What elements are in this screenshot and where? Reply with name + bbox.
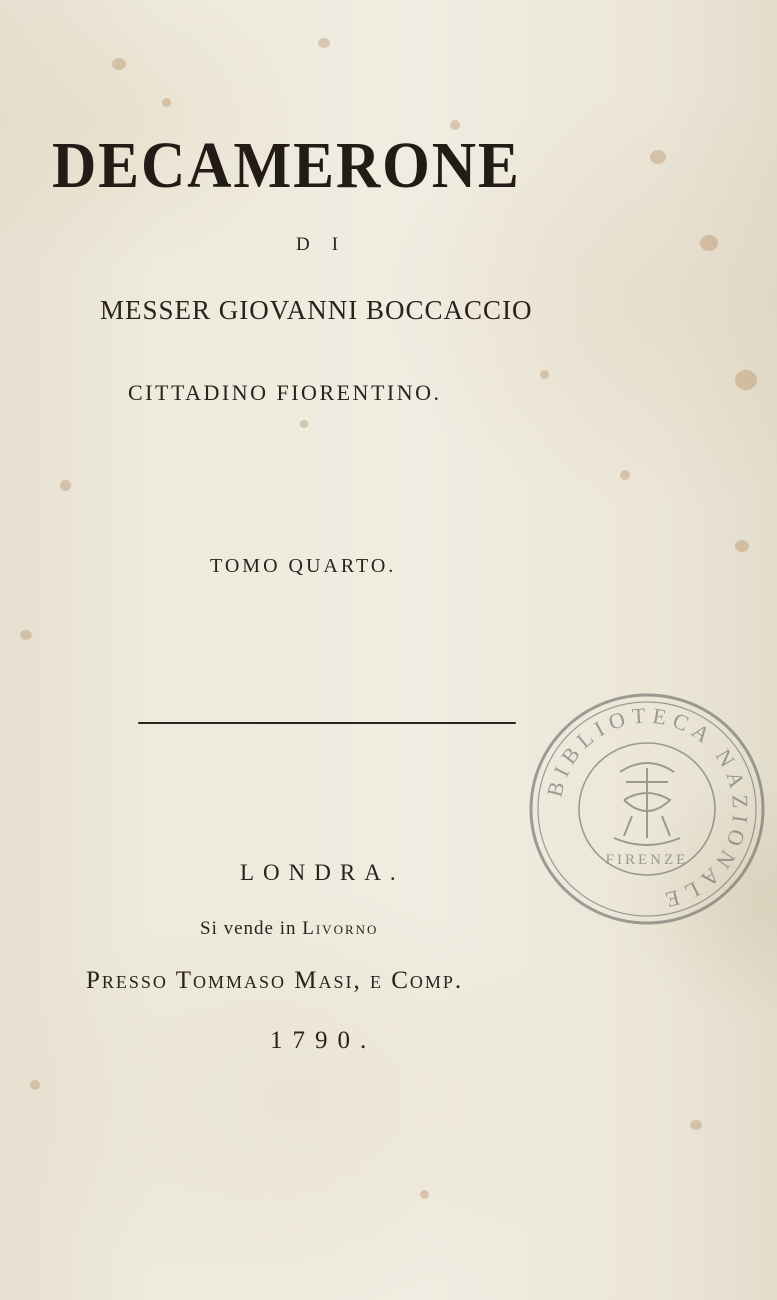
author-name: MESSER GIOVANNI BOCCACCIO xyxy=(100,295,533,325)
svg-text:BIBLIOTECA NAZIONALE: BIBLIOTECA NAZIONALE xyxy=(541,702,754,915)
foxing-spot xyxy=(700,235,718,251)
library-stamp xyxy=(526,688,768,930)
imprint-sold-place: Livorno xyxy=(302,918,379,939)
foxing-spot xyxy=(162,98,171,107)
foxing-spot xyxy=(300,420,308,428)
foxing-spot xyxy=(60,480,71,491)
imprint-publisher: Presso Tommaso Masi, e Comp. xyxy=(86,967,464,994)
author-citizenship: CITTADINO FIORENTINO. xyxy=(128,380,442,405)
foxing-spot xyxy=(620,470,630,480)
imprint-city: LONDRA. xyxy=(240,860,405,885)
foxing-spot xyxy=(650,150,666,164)
foxing-spot xyxy=(540,370,549,379)
foxing-spot xyxy=(30,1080,40,1090)
preposition-di: DI xyxy=(296,234,361,255)
foxing-spot xyxy=(420,1190,429,1199)
foxing-spot xyxy=(318,38,330,48)
foxing-spot xyxy=(690,1120,702,1130)
volume-label: TOMO QUARTO. xyxy=(210,555,397,577)
foxing-spot xyxy=(112,58,126,70)
foxing-spot xyxy=(735,370,757,390)
book-title: DECAMERONE xyxy=(52,129,521,202)
foxing-spot xyxy=(735,540,749,552)
horizontal-rule xyxy=(138,722,516,724)
foxing-spot xyxy=(20,630,32,640)
imprint-sold-prefix: Si vende in xyxy=(200,918,297,939)
svg-text:FIRENZE: FIRENZE xyxy=(605,852,689,868)
imprint-sold-line xyxy=(200,918,378,940)
imprint-year: 1790. xyxy=(270,1027,377,1054)
